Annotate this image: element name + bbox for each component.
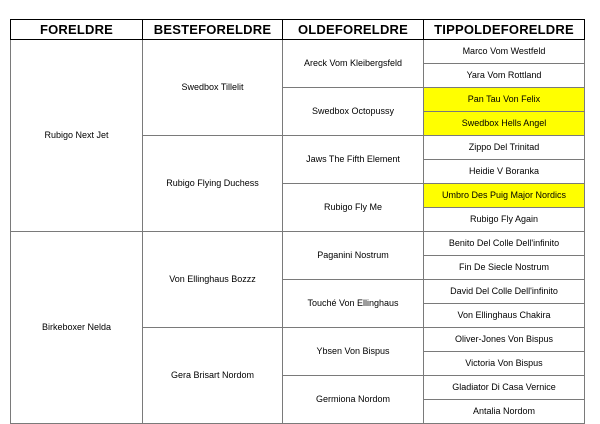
great-great-grandparent: Oliver-Jones Von Bispus: [424, 328, 585, 352]
header-parents: FORELDRE: [11, 20, 143, 40]
great-great-grandparent: Fin De Siecle Nostrum: [424, 256, 585, 280]
great-great-grandparent: David Del Colle Dell'infinito: [424, 280, 585, 304]
great-great-grandparent-highlighted: Pan Tau Von Felix: [424, 88, 585, 112]
great-great-grandparent: Rubigo Fly Again: [424, 208, 585, 232]
great-great-grandparent: Heidie V Boranka: [424, 160, 585, 184]
grandparent: Rubigo Flying Duchess: [143, 136, 283, 232]
header-row: [11, 20, 585, 40]
great-grandparent: Touché Von Ellinghaus: [283, 280, 424, 328]
grandparent: Swedbox Tillelit: [143, 40, 283, 136]
great-grandparent: Paganini Nostrum: [283, 232, 424, 280]
header-great-great-grandparents: TIPPOLDEFORELDRE: [424, 20, 585, 40]
great-grandparent: Jaws The Fifth Element: [283, 136, 424, 184]
pedigree-table: [10, 19, 585, 424]
great-grandparent: Germiona Nordom: [283, 376, 424, 424]
great-great-grandparent: Benito Del Colle Dell'infinito: [424, 232, 585, 256]
header-grandparents: BESTEFORELDRE: [143, 20, 283, 40]
great-great-grandparent: Von Ellinghaus Chakira: [424, 304, 585, 328]
great-grandparent: Areck Vom Kleibergsfeld: [283, 40, 424, 88]
header-great-grandparents: OLDEFORELDRE: [283, 20, 424, 40]
parent-sire: Rubigo Next Jet: [11, 40, 143, 232]
great-great-grandparent-highlighted: Swedbox Hells Angel: [424, 112, 585, 136]
great-great-grandparent: Yara Vom Rottland: [424, 64, 585, 88]
great-great-grandparent: Marco Vom Westfeld: [424, 40, 585, 64]
great-grandparent: Ybsen Von Bispus: [283, 328, 424, 376]
parent-dam: Birkeboxer Nelda: [11, 232, 143, 424]
great-great-grandparent: Gladiator Di Casa Vernice: [424, 376, 585, 400]
great-great-grandparent: Zippo Del Trinitad: [424, 136, 585, 160]
great-grandparent: Swedbox Octopussy: [283, 88, 424, 136]
grandparent: Gera Brisart Nordom: [143, 328, 283, 424]
great-grandparent: Rubigo Fly Me: [283, 184, 424, 232]
great-great-grandparent: Victoria Von Bispus: [424, 352, 585, 376]
great-great-grandparent-highlighted: Umbro Des Puig Major Nordics: [424, 184, 585, 208]
great-great-grandparent: Antalia Nordom: [424, 400, 585, 424]
grandparent: Von Ellinghaus Bozzz: [143, 232, 283, 328]
